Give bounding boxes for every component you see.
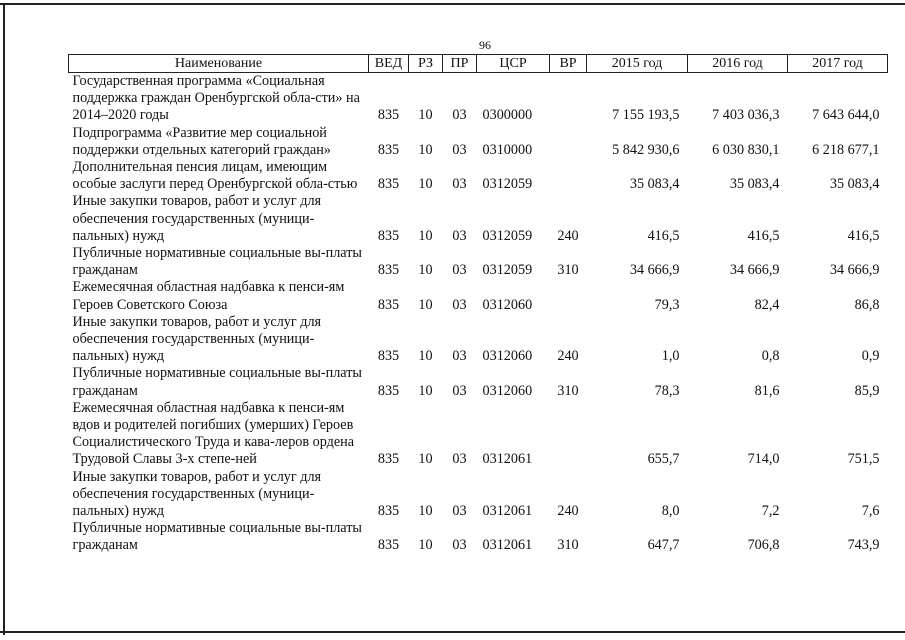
cell-2017: 85,9 xyxy=(854,382,880,399)
cell-name: Публичные нормативные социальные вы-платы гражданам xyxy=(72,245,362,279)
cell-rz: 10 xyxy=(418,451,433,468)
table-row xyxy=(69,469,888,521)
cell-vr: 310 xyxy=(557,537,579,554)
cell-2016: 7 403 036,3 xyxy=(712,107,780,124)
table-row xyxy=(69,314,888,366)
cell-2016: 35 083,4 xyxy=(729,176,780,193)
cell-2015: 1,0 xyxy=(661,348,680,365)
cell-vr: 240 xyxy=(557,503,579,520)
cell-2017: 7,6 xyxy=(861,503,880,520)
cell-vr: 240 xyxy=(557,348,579,365)
cell-vr xyxy=(550,159,587,193)
cell-ved: 835 xyxy=(377,141,400,158)
cell-pr: 03 xyxy=(452,382,467,399)
cell-rz: 10 xyxy=(418,503,433,520)
cell-vr: 240 xyxy=(557,227,579,244)
cell-2017: 34 666,9 xyxy=(829,262,880,279)
cell-2015: 35 083,4 xyxy=(629,176,680,193)
cell-name: Публичные нормативные социальные вы-платы гражданам xyxy=(72,365,362,399)
table-header-row xyxy=(69,55,888,73)
cell-2017: 6 218 677,1 xyxy=(812,141,880,158)
cell-2016: 81,6 xyxy=(754,382,780,399)
header-name: Наименование xyxy=(69,55,369,73)
cell-2015: 78,3 xyxy=(654,382,680,399)
cell-2017: 743,9 xyxy=(847,537,880,554)
cell-2015: 8,0 xyxy=(661,503,680,520)
cell-rz: 10 xyxy=(418,382,433,399)
cell-2017: 416,5 xyxy=(847,227,880,244)
scan-border-top xyxy=(0,3,905,5)
cell-rz: 10 xyxy=(418,262,433,279)
cell-rz: 10 xyxy=(418,107,433,124)
header-vr: ВР xyxy=(550,55,587,73)
cell-ved: 835 xyxy=(377,451,400,468)
cell-2015: 655,7 xyxy=(647,451,680,468)
cell-2017: 86,8 xyxy=(854,296,880,313)
cell-name: Ежемесячная областная надбавка к пенси-ям вдов и родителей погибших (умерших) Героев Социалистического Труда и кава-леров ордена Трудовой Славы 3-х степе-ней xyxy=(72,399,355,468)
cell-csr: 0312060 xyxy=(482,382,533,399)
cell-rz: 10 xyxy=(418,537,433,554)
cell-2015: 647,7 xyxy=(647,537,680,554)
cell-name: Подпрограмма «Развитие мер социальной поддержки отдельных категорий граждан» xyxy=(72,124,331,158)
cell-pr: 03 xyxy=(452,141,467,158)
cell-ved: 835 xyxy=(377,503,400,520)
cell-ved: 835 xyxy=(377,537,400,554)
cell-pr: 03 xyxy=(452,537,467,554)
cell-name: Иные закупки товаров, работ и услуг для обеспечения государственных (муници-пальных) нужд xyxy=(72,468,322,520)
cell-csr: 0312061 xyxy=(482,451,533,468)
cell-pr: 03 xyxy=(452,227,467,244)
cell-pr: 03 xyxy=(452,262,467,279)
budget-table xyxy=(68,54,888,555)
cell-ved: 835 xyxy=(377,348,400,365)
cell-2016: 6 030 830,1 xyxy=(712,141,780,158)
cell-2015: 79,3 xyxy=(654,296,680,313)
cell-rz: 10 xyxy=(418,227,433,244)
header-ved: ВЕД xyxy=(369,55,409,73)
scan-border-left xyxy=(3,3,5,635)
cell-csr: 0312059 xyxy=(482,262,533,279)
cell-name: Дополнительная пенсия лицам, имеющим особые заслуги перед Оренбургской обла-стью xyxy=(72,159,358,193)
cell-pr: 03 xyxy=(452,503,467,520)
table-row xyxy=(69,73,888,125)
cell-2016: 7,2 xyxy=(761,503,780,520)
cell-pr: 03 xyxy=(452,451,467,468)
cell-csr: 0312061 xyxy=(482,503,533,520)
cell-2016: 34 666,9 xyxy=(729,262,780,279)
cell-pr: 03 xyxy=(452,176,467,193)
cell-2017: 0,9 xyxy=(861,348,880,365)
table-row xyxy=(69,245,888,279)
header-rz: РЗ xyxy=(409,55,443,73)
table-body xyxy=(69,73,888,555)
cell-2016: 706,8 xyxy=(747,537,780,554)
table-row xyxy=(69,193,888,245)
cell-2015: 34 666,9 xyxy=(629,262,680,279)
table-row xyxy=(69,125,888,159)
table-row xyxy=(69,159,888,193)
header-csr: ЦСР xyxy=(477,55,550,73)
cell-csr: 0312059 xyxy=(482,227,533,244)
table-row xyxy=(69,520,888,554)
cell-ved: 835 xyxy=(377,227,400,244)
cell-csr: 0312061 xyxy=(482,537,533,554)
cell-rz: 10 xyxy=(418,348,433,365)
cell-vr xyxy=(550,279,587,313)
table-row xyxy=(69,365,888,399)
cell-vr xyxy=(550,73,587,125)
cell-pr: 03 xyxy=(452,348,467,365)
cell-2017: 7 643 644,0 xyxy=(812,107,880,124)
cell-rz: 10 xyxy=(418,296,433,313)
cell-csr: 0310000 xyxy=(482,141,533,158)
cell-ved: 835 xyxy=(377,262,400,279)
cell-ved: 835 xyxy=(377,176,400,193)
cell-2017: 751,5 xyxy=(847,451,880,468)
page-number: 96 xyxy=(479,38,491,52)
cell-csr: 0312060 xyxy=(482,296,533,313)
cell-rz: 10 xyxy=(418,176,433,193)
cell-csr: 0312060 xyxy=(482,348,533,365)
cell-vr: 310 xyxy=(557,382,579,399)
cell-2015: 5 842 930,6 xyxy=(612,141,680,158)
cell-name: Ежемесячная областная надбавка к пенси-ям Героев Советского Союза xyxy=(72,279,345,313)
table-row xyxy=(69,279,888,313)
cell-vr xyxy=(550,125,587,159)
cell-pr: 03 xyxy=(452,296,467,313)
scan-border-bottom xyxy=(0,631,905,633)
cell-2015: 7 155 193,5 xyxy=(612,107,680,124)
header-2016: 2016 год xyxy=(688,55,788,73)
cell-name: Иные закупки товаров, работ и услуг для обеспечения государственных (муници-пальных) нужд xyxy=(72,313,322,365)
cell-2016: 714,0 xyxy=(747,451,780,468)
cell-csr: 0300000 xyxy=(482,107,533,124)
cell-name: Иные закупки товаров, работ и услуг для обеспечения государственных (муници-пальных) нужд xyxy=(72,193,322,244)
cell-ved: 835 xyxy=(377,296,400,313)
cell-csr: 0312059 xyxy=(482,176,533,193)
cell-2015: 416,5 xyxy=(647,227,680,244)
cell-vr xyxy=(550,400,587,469)
cell-ved: 835 xyxy=(377,382,400,399)
header-pr: ПР xyxy=(443,55,477,73)
cell-ved: 835 xyxy=(377,107,400,124)
cell-2016: 0,8 xyxy=(761,348,780,365)
cell-name: Государственная программа «Социальная поддержка граждан Оренбургской обла-сти» на 2014–2020 годы xyxy=(72,73,360,124)
header-2017: 2017 год xyxy=(788,55,888,73)
table-row xyxy=(69,400,888,469)
cell-2016: 416,5 xyxy=(747,227,780,244)
cell-rz: 10 xyxy=(418,141,433,158)
cell-pr: 03 xyxy=(452,107,467,124)
cell-vr: 310 xyxy=(557,262,579,279)
cell-name: Публичные нормативные социальные вы-платы гражданам xyxy=(72,520,362,554)
header-2015: 2015 год xyxy=(587,55,688,73)
cell-2016: 82,4 xyxy=(754,296,780,313)
cell-2017: 35 083,4 xyxy=(829,176,880,193)
